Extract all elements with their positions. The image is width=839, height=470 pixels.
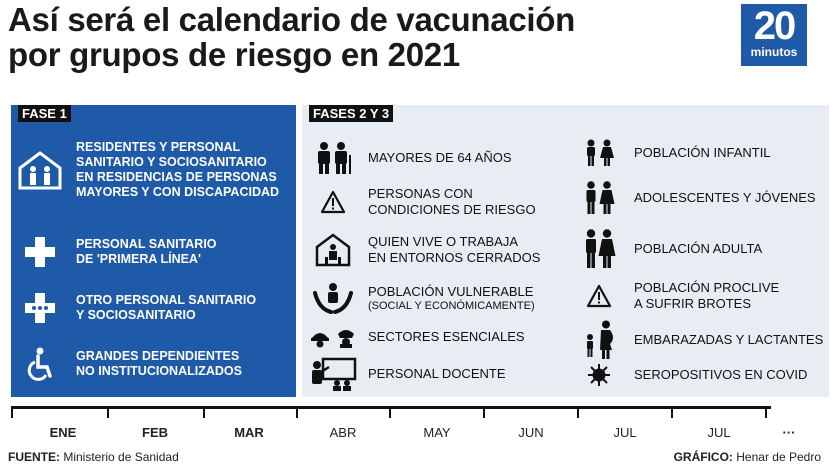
timeline-tick [296,406,298,418]
title-line-1: Así será el calendario de vacunación [8,1,575,38]
timeline-tick [203,406,205,418]
phase1-text: GRANDES DEPENDIENTES NO INSTITUCIONALIZADOS [76,349,242,378]
elderly-people-icon [308,141,358,175]
month-label: JUL [707,425,731,440]
month-label: ENE [49,425,77,440]
timeline-tick [483,406,485,418]
phase23-item-adults [574,229,762,269]
children-icon [574,139,624,167]
timeline-tick [389,406,391,418]
phase23-text: QUIEN VIVE O TRABAJA EN ENTORNOS CERRADOS [368,234,541,265]
phase1-item-frontline [16,236,217,268]
phase23-text: POBLACIÓN INFANTIL [634,145,771,160]
phase23-item-risk-conditions [308,184,536,220]
phase23-text: MAYORES DE 64 AÑOS [368,150,512,165]
phase23-text: POBLACIÓN ADULTA [634,241,763,256]
logo-word: minutos [750,45,798,59]
month-label: ··· [782,425,796,440]
phase-1-label: FASE 1 [18,105,71,122]
medical-cross-icon [16,236,64,268]
phase23-text: POBLACIÓN PROCLIVE A SUFRIR BROTES [634,280,780,311]
timeline-tick [11,406,13,418]
source-label: FUENTE: [8,450,60,464]
timeline-axis [11,406,771,418]
phase23-text: ADOLESCENTES Y JÓVENES [634,190,816,205]
month-label: MAY [423,425,451,440]
phases-2-3-label: FASES 2 Y 3 [309,105,393,122]
graphic-credit [674,450,821,464]
phase23-item-teachers [308,356,506,392]
phase23-item-pregnant [574,320,823,360]
month-label: ABR [329,425,357,440]
phase1-text: PERSONAL SANITARIO DE 'PRIMERA LÍNEA' [76,237,217,266]
phase23-text-sub: (SOCIAL Y ECONÓMICAMENTE) [368,299,535,312]
phase23-text: PERSONAS CON CONDICIONES DE RIESGO [368,186,536,217]
month-label: MAR [234,425,264,440]
essential-workers-icon [308,326,358,348]
timeline-tick [577,406,579,418]
virus-icon [574,363,624,387]
care-home-icon [16,150,64,190]
timeline-tick [671,406,673,418]
adults-icon [574,229,624,269]
warning-icon [308,190,358,214]
phase1-item-care-homes [16,140,279,200]
phase23-item-children [574,138,771,168]
phase23-item-essential [308,322,525,352]
timeline-line [11,406,771,409]
phase1-text: RESIDENTES Y PERSONAL SANITARIO Y SOCIOSANITARIO EN RESIDENCIAS DE PERSONAS MAYORES Y CON DISCAPACIDAD [76,140,280,199]
pregnant-icon [574,320,624,360]
caring-hands-icon [308,281,358,315]
phase23-item-outbreaks [574,278,779,314]
phase23-item-teenagers [574,180,816,216]
closed-building-icon [308,233,358,267]
teacher-icon [308,357,358,391]
timeline-tick [107,406,109,418]
phase1-text: OTRO PERSONAL SANITARIO Y SOCIOSANITARIO [76,293,257,322]
phase23-item-vulnerable [308,280,535,316]
phase23-item-over64 [308,140,512,176]
phase1-item-dependents [16,347,242,381]
phase23-text: SECTORES ESENCIALES [368,329,525,344]
teenagers-icon [574,181,624,215]
medical-cross-dots-icon [16,292,64,324]
page-title [8,2,575,72]
phase23-text: SEROPOSITIVOS EN COVID [634,367,808,382]
phase23-text: PERSONAL DOCENTE [368,366,506,381]
graphic-label: GRÁFICO: [673,450,733,464]
phase23-item-closed-environments [308,232,540,268]
month-label: JUL [613,425,637,440]
wheelchair-icon [16,347,64,381]
phase23-text-main: POBLACIÓN VULNERABLE [368,283,534,299]
warning-icon [574,284,624,308]
source-value: Ministerio de Sanidad [63,450,179,464]
title-line-2: por grupos de riesgo en 2021 [8,36,460,73]
phase23-text: EMBARAZADAS Y LACTANTES [634,332,824,347]
phase23-text [368,268,535,329]
brand-logo [741,4,807,66]
month-label: JUN [518,425,544,440]
phase23-item-seropositive [574,362,807,388]
month-label: FEB [142,425,168,440]
graphic-value: Henar de Pedro [736,450,821,464]
logo-number: 20 [753,4,795,48]
source-credit [8,450,179,464]
phase1-item-other-health [16,292,256,324]
timeline-tick [765,406,767,418]
